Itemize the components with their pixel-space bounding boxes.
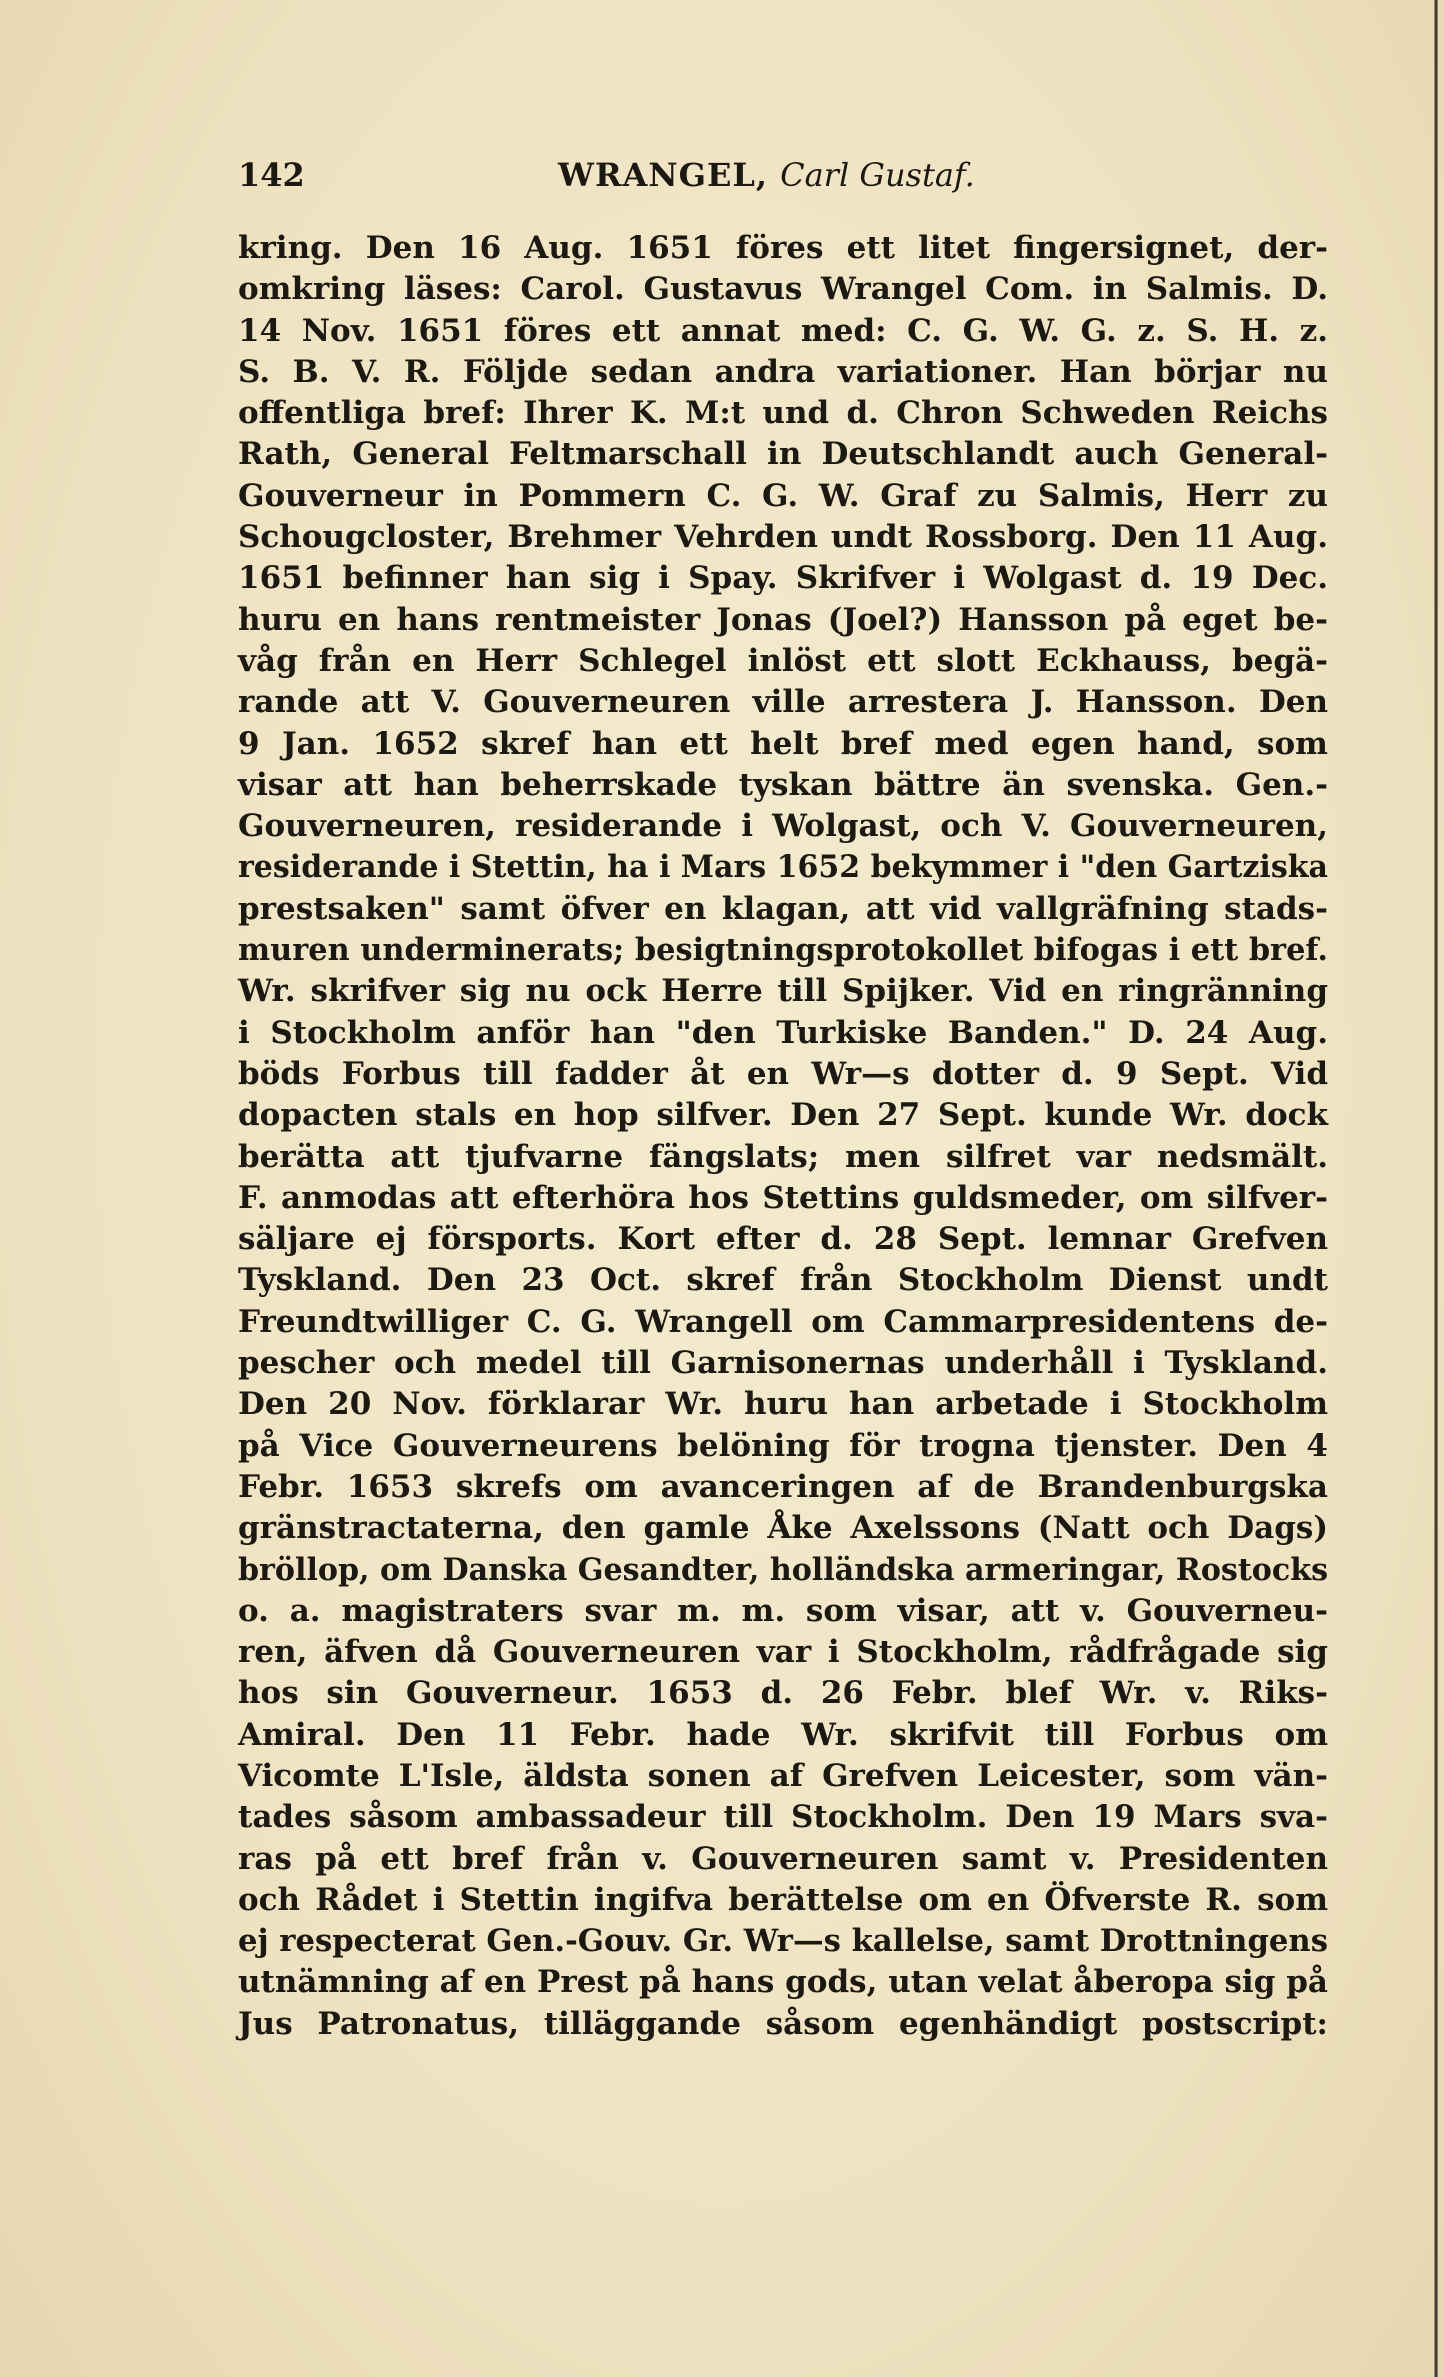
text-line: 9 Jan. 1652 skref han ett helt bref med egen hand, som [238,725,1328,762]
text-line: omkring läses: Carol. Gustavus Wrangel Com. in Salmis. D. [238,271,1328,308]
text-line: S. B. V. R. Följde sedan andra variationer. Han börjar nu [238,353,1328,390]
page-header [238,148,1018,208]
text-line: Febr. 1653 skrefs om avanceringen af de Brandenburgska [238,1468,1328,1505]
text-line: ej respecterat Gen.-Gouv. Gr. Wr—s kallelse, samt Drottningens [238,1923,1328,1960]
page-number: 142 [238,156,305,194]
text-line: Gouverneuren, residerande i Wolgast, och V. Gouverneuren, [238,808,1328,845]
text-line: tades såsom ambassadeur till Stockholm. Den 19 Mars sva- [238,1799,1328,1836]
text-line: i Stockholm anför han "den Turkiske Banden." D. 24 Aug. [238,1014,1328,1051]
text-line: Amiral. Den 11 Febr. hade Wr. skrifvit till Forbus om [238,1716,1328,1753]
text-line: kring. Den 16 Aug. 1651 föres ett litet fingersignet, der- [238,230,1328,266]
text-line: på Vice Gouverneurens belöning för trogna tjenster. Den 4 [238,1427,1328,1464]
page-edge [1434,0,1438,2377]
text-line: Gouverneur in Pommern C. G. W. Graf zu Salmis, Herr zu [238,477,1328,514]
text-line: huru en hans rentmeister Jonas (Joel?) Hansson på eget be- [238,601,1328,638]
running-head [558,156,975,194]
text-line: utnämning af en Prest på hans gods, utan velat åberopa sig på [238,1964,1328,2001]
text-line: ras på ett bref från v. Gouverneuren samt v. Presidenten [238,1840,1328,1877]
text-line: Vicomte L'Isle, äldsta sonen af Grefven Leicester, som vän- [238,1757,1328,1794]
running-head-subtitle: Carl Gustaf. [780,156,975,194]
running-head-name: WRANGEL, [558,156,768,194]
text-line: ren, äfven då Gouverneuren var i Stockholm, rådfrågade sig [238,1634,1328,1671]
text-line: residerande i Stettin, ha i Mars 1652 bekymmer i "den Gartziska [238,849,1328,886]
text-line: F. anmodas att efterhöra hos Stettins guldsmeder, om silfver- [238,1179,1328,1216]
text-line: offentliga bref: Ihrer K. M:t und d. Chron Schweden Reichs [238,395,1328,432]
body-text [238,228,1328,2045]
text-line: 1651 befinner han sig i Spay. Skrifver i Wolgast d. 19 Dec. [238,560,1328,597]
text-line: rande att V. Gouverneuren ville arrestera J. Hansson. Den [238,684,1328,721]
text-line: gränstractaterna, den gamle Åke Axelssons (Natt och Dags) [238,1510,1328,1547]
text-line: böds Forbus till fadder åt en Wr—s dotter d. 9 Sept. Vid [238,1055,1328,1092]
text-line: 14 Nov. 1651 föres ett annat med: C. G. W. G. z. S. H. z. [238,312,1328,349]
text-line: våg från en Herr Schlegel inlöst ett slott Eckhauss, begä- [238,642,1328,679]
text-line: och Rådet i Stettin ingifva berättelse om en Öfverste R. som [238,1881,1328,1918]
text-line: muren underminerats; besigtningsprotokollet bifogas i ett bref. [238,932,1328,969]
text-line: prestsaken" samt öfver en klagan, att vid vallgräfning stads- [238,890,1328,927]
text-line: hos sin Gouverneur. 1653 d. 26 Febr. blef Wr. v. Riks- [238,1675,1328,1712]
text-line: visar att han beherrskade tyskan bättre än svenska. Gen.- [238,766,1328,803]
text-line: o. a. magistraters svar m. m. som visar, att v. Gouverneu- [238,1592,1328,1629]
text-line: säljare ej försports. Kort efter d. 28 Sept. lemnar Grefven [238,1221,1328,1258]
text-line: pescher och medel till Garnisonernas underhåll i Tyskland. [238,1345,1328,1382]
text-line: Wr. skrifver sig nu ock Herre till Spijker. Vid en ringränning [238,973,1328,1010]
text-line: Freundtwilliger C. G. Wrangell om Cammarpresidentens de- [238,1303,1328,1340]
text-line: Schougcloster, Brehmer Vehrden undt Rossborg. Den 11 Aug. [238,519,1328,556]
text-line: Den 20 Nov. förklarar Wr. huru han arbetade i Stockholm [238,1386,1328,1423]
text-line: bröllop, om Danska Gesandter, holländska armeringar, Rostocks [238,1551,1329,1588]
text-line: Rath, General Feltmarschall in Deutschlandt auch General- [238,436,1328,473]
text-line: dopacten stals en hop silfver. Den 27 Sept. kunde Wr. dock [238,1097,1328,1134]
text-line: Tyskland. Den 23 Oct. skref från Stockholm Dienst undt [238,1262,1328,1299]
text-line: Jus Patronatus, tilläggande såsom egenhändigt postscript: [238,2005,1328,2042]
text-line: berätta att tjufvarne fängslats; men silfret var nedsmält. [238,1138,1328,1175]
